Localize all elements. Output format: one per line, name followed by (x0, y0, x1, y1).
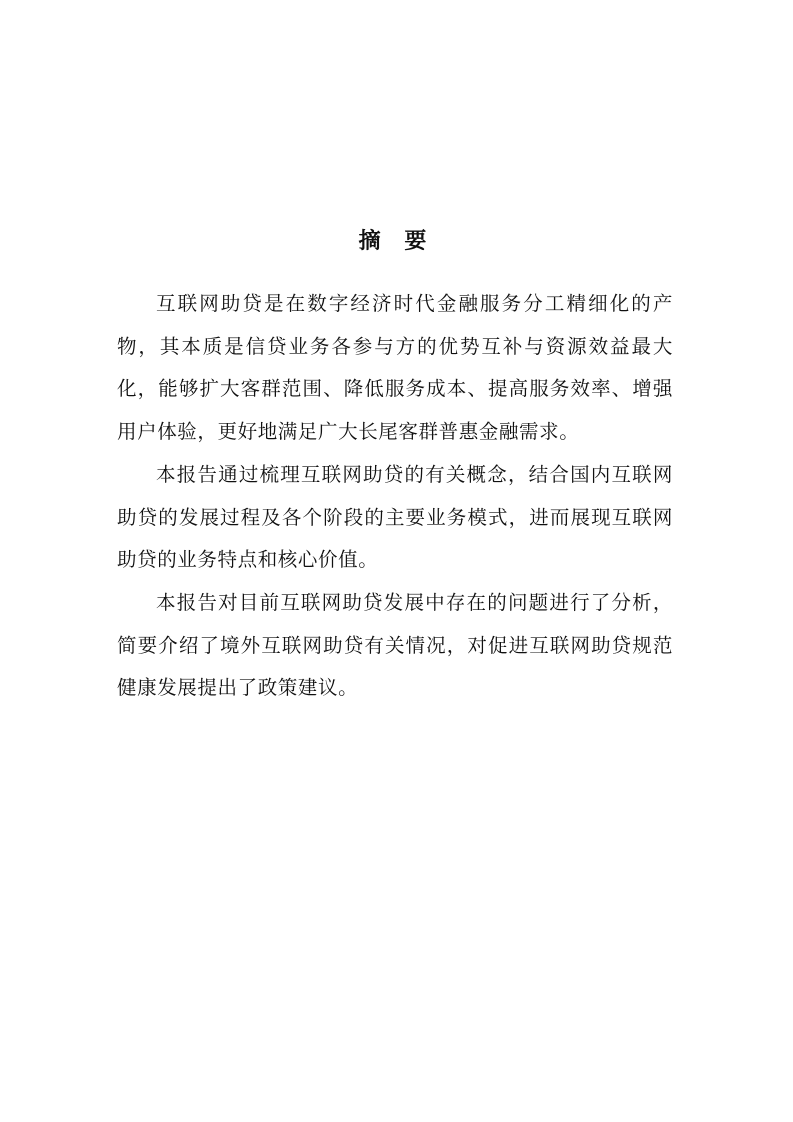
abstract-paragraph-2: 本报告通过梳理互联网助贷的有关概念，结合国内互联网助贷的发展过程及各个阶段的主要业务模式，进而展现互联网助贷的业务特点和核心价值。 (117, 462, 673, 572)
abstract-title: 摘 要 (358, 228, 435, 254)
abstract-paragraph-3: 本报告对目前互联网助贷发展中存在的问题进行了分析，简要介绍了境外互联网助贷有关情况，对促进互联网助贷规范健康发展提出了政策建议。 (117, 590, 673, 700)
abstract-paragraph-1: 互联网助贷是在数字经济时代金融服务分工精细化的产物，其本质是信贷业务各参与方的优势互补与资源效益最大化，能够扩大客群范围、降低服务成本、提高服务效率、增强用户体验，更好地满足广大长尾客群普惠金融需求。 (117, 292, 673, 444)
abstract-body (117, 283, 673, 710)
